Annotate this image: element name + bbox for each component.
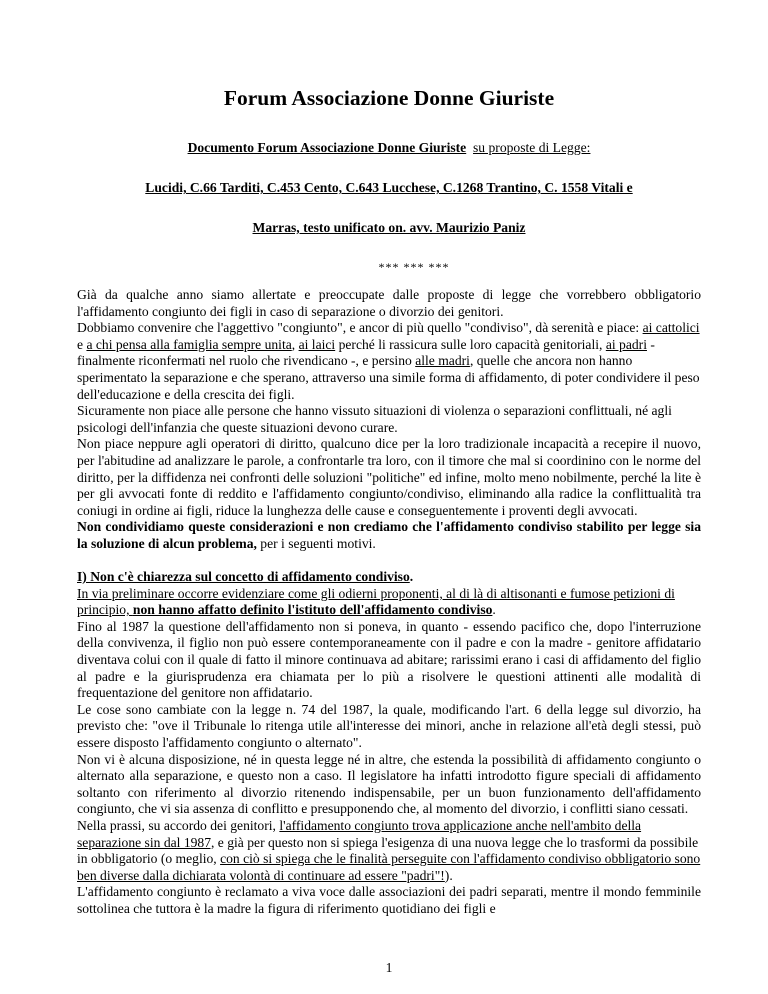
subtitle-proposals-label: su proposte di Legge: bbox=[473, 140, 591, 155]
section-1-paragraph-2: Fino al 1987 la questione dell'affidamento non si poneva, in quanto - essendo pacifico che, dopo l'interruzione della convivenza, il figlio non può essere contemporaneamente con il padre e con la madre - genitore affidatario diventava colui con il quale di fatto il minore continuava ad abitare; rarissimi erano i casi di affidamento del figlio al padre e la giurisprudenza era chiamata per lo più a risolvere le questioni attinenti alle modalità di frequentazione del genitore non affidatario. bbox=[77, 618, 701, 701]
document-body bbox=[77, 287, 701, 918]
document-title: Forum Associazione Donne Giuriste bbox=[223, 86, 555, 110]
section-1-paragraph-4: Non vi è alcuna disposizione, né in questa legge né in altre, che estenda la possibilità di affidamento congiunto o alternato alla separazione, e questo non a caso. Il legislatore ha infatti introdotto figure speciali di affidamento soltanto con riferimento al divorzio ritenendo indispensabile, per un buon funzionamento dell'affidamento congiunto, che vi sia assenza di conflitto e presupponendo che, al momento del divorzio, i conflitti siano cessati. bbox=[77, 751, 701, 817]
paragraph-gap bbox=[77, 553, 701, 570]
bold-underlined-text: non hanno affatto definito l'istituto dell'affidamento condiviso bbox=[132, 602, 493, 618]
section-heading-text: I) Non c'è chiarezza sul concetto di affidamento condiviso bbox=[77, 569, 410, 585]
intro-paragraph-5 bbox=[77, 519, 701, 552]
section-1-paragraph-3: Le cose sono cambiate con la legge n. 74 del 1987, la quale, modificando l'art. 6 della legge sul divorzio, ha previsto che: "ove il Tribunale lo ritenga utile all'interesse dei minori, anche in relazione all'età degli stessi, può essere disposto l'affidamento congiunto o alternato". bbox=[77, 701, 701, 751]
underlined-text: a chi pensa alla famiglia sempre unita bbox=[86, 336, 292, 352]
separator: *** *** *** bbox=[378, 260, 450, 274]
underlined-text: alle madri bbox=[415, 353, 470, 369]
subtitle-line-1 bbox=[77, 139, 701, 156]
underlined-text: l'affidamento congiunto trova applicazione anche nell'ambito della separazione sin dal 1987, bbox=[77, 818, 642, 850]
intro-paragraph-2 bbox=[77, 320, 701, 403]
page-number: 1 bbox=[385, 960, 393, 975]
intro-paragraph-3: Sicuramente non piace alle persone che hanno vissuto situazioni di violenza o separazioni conflittuali, né agli psicologi dell'infanzia che queste situazioni devono curare. bbox=[77, 403, 672, 435]
bold-text: Non condividiamo queste considerazioni e non crediamo che l'affidamento condiviso stabilito per legge sia la soluzione di alcun problema, bbox=[77, 519, 701, 551]
underlined-text: ai laici bbox=[298, 336, 336, 352]
subtitle-document-name: Documento Forum Associazione Donne Giuriste bbox=[187, 140, 467, 155]
text-run: , bbox=[291, 336, 299, 352]
text-run: - finalmente riconfermati nel ruolo che rivendicano -, e persino bbox=[77, 336, 655, 369]
section-1-paragraph-1 bbox=[77, 586, 701, 619]
text-run: per i seguenti motivi. bbox=[256, 535, 376, 551]
text-run: ). bbox=[444, 867, 453, 883]
text-run: Dobbiamo convenire che l'aggettivo "congiunto", e ancor di più quello "condiviso", dà serenità e piace: bbox=[77, 320, 643, 336]
text-run: e bbox=[77, 336, 87, 352]
text-run: e già per questo non si spiega l'esigenza di una nuova legge che lo trasformi da possibile in obbligatorio (o meglio, bbox=[77, 834, 699, 867]
underlined-text: In via preliminare occorre evidenziare come gli odierni proponenti, al di là di altisonanti e fumose petizioni di principio, bbox=[77, 585, 675, 618]
text-run: . bbox=[409, 569, 414, 585]
text-run: . bbox=[492, 602, 496, 618]
section-1-heading bbox=[77, 569, 701, 586]
text-run: , quelle che ancora non hanno sperimentato la separazione e che sperano, attraverso una simile forma di affidamento, di poter condividere il peso dell'educazione e della crescita dei figli. bbox=[77, 353, 700, 402]
text-run: Nella prassi, su accordo dei genitori, bbox=[77, 818, 280, 833]
intro-paragraph-1: Già da qualche anno siamo allertate e preoccupate dalle proposte di legge che vorrebbero obbligatorio l'affidamento congiunto dei figli in caso di separazione o divorzio dei genitori. bbox=[77, 287, 701, 319]
subtitle-line-3: Marras, testo unificato on. avv. Maurizio Paniz bbox=[252, 220, 526, 235]
underlined-text: con ciò si spiega che le finalità perseguite con l'affidamento condiviso obbligatorio sono ben diverse dalla dichiarata volontà di continuare ad essere "padri"! bbox=[77, 851, 701, 883]
section-1-paragraph-6: L'affidamento congiunto è reclamato a viva voce dalle associazioni dei padri separati, mentre il mondo femminile sottolinea che tuttora è la madre la figura di riferimento quotidiano dei figli e bbox=[77, 884, 701, 916]
section-1-paragraph-5 bbox=[77, 818, 701, 884]
subtitle-line-2: Lucidi, C.66 Tarditi, C.453 Cento, C.643 Lucchese, C.1268 Trantino, C. 1558 Vitali e bbox=[145, 180, 633, 195]
underlined-text: ai padri bbox=[605, 336, 647, 352]
intro-paragraph-4: Non piace neppure agli operatori di diritto, qualcuno dice per la loro tradizionale incapacità a recepire il nuovo, per l'abitudine ad analizzare le parole, a confrontarle tra loro, con il timore che mal si coordinino con le norme del diritto, per la diffidenza nei confronti delle soluzioni "politiche" ed infine, molto meno nobilmente, perché la lite è per gli avvocati fonte di reddito e l'affidamento congiunto/condiviso, eliminando alla radice la conflittualità tra coniugi in ordine ai figli, riduce la lunghezza delle cause e conseguentemente i proventi degli avvocati. bbox=[77, 436, 701, 518]
underlined-text: ai cattolici bbox=[642, 320, 700, 336]
text-run: perché li rassicura sulle loro capacità genitoriali, bbox=[335, 336, 606, 352]
